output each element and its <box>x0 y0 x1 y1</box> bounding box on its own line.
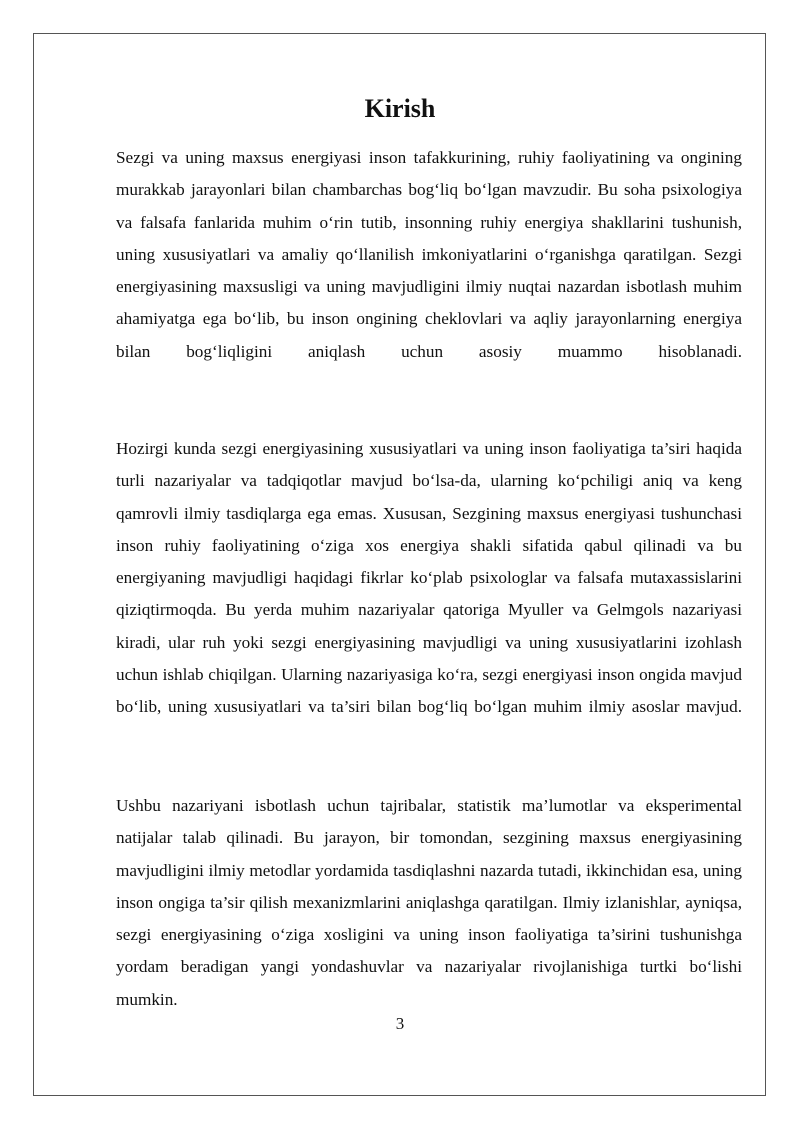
paragraph-proof: Ushbu nazariyani isbotlash uchun tajribalar, statistik ma’lumotlar va eksperimental natijalar talab qilinadi. Bu jarayon, bir tomondan, sezgining maxsus energiyasining mavjudligini ilmiy metodlar yordamida tasdiqlashni nazarda tutadi, ikkinchidan esa, uning inson ongiga ta’sir qilish mexanizmlarini aniqlashga qaratilgan. Ilmiy izlanishlar, ayniqsa, sezgi energiyasining o‘ziga xosligini va uning inson faoliyatiga ta’sirini tushunishga yordam beradigan yangi yondashuvlar va nazariyalar rivojlanishiga turtki bo‘lishi mumkin. <box>116 796 742 1009</box>
paragraph-intro: Sezgi va uning maxsus energiyasi inson tafakkurining, ruhiy faoliyatining va ongining murakkab jarayonlari bilan chambarchas bog‘liq bo‘lgan mavzudir. Bu soha psixologiya va falsafa fanlarida muhim o‘rin tutib, insonning ruhiy energiya shakllarini tushunish, uning xususiyatlari va amaliy qo‘llanilish imkoniyatlarini o‘rganishga qaratilgan. Sezgi energiyasining maxsusligi va uning mavjudligini ilmiy nuqtai nazardan isbotlash muhim ahamiyatga ega bo‘lib, bu inson ongining cheklovlari va aqliy jarayonlarning energiya bilan bog‘liqligini aniqlash uchun asosiy muammo hisoblanadi. <box>116 148 742 361</box>
paragraph-theories: Hozirgi kunda sezgi energiyasining xususiyatlari va uning inson faoliyatiga ta’siri haqida turli nazariyalar va tadqiqotlar mavjud bo‘lsa-da, ularning ko‘pchiligi aniq va keng qamrovli ilmiy tasdiqlarga ega emas. Xususan, Sezgining maxsus energiyasi tushunchasi inson ruhiy faoliyatining o‘ziga xos energiya shakli sifatida qabul qilinadi va bu energiyaning mavjudligi haqidagi fikrlar ko‘plab psixologlar va falsafa mutaxassislarini qiziqtirmoqda. Bu yerda muhim nazariyalar qatoriga Myuller va Gelmgols nazariyasi kiradi, ular ruh yoki sezgi energiyasining mavjudligi va uning xususiyatlarini izohlash uchun ishlab chiqilgan. Ularning nazariyasiga ko‘ra, sezgi energiyasi inson ongida mavjud bo‘lib, uning xususiyatlari va ta’siri bilan bog‘liq bo‘lgan muhim ilmiy asoslar mavjud. <box>116 439 742 717</box>
document-title: Kirish <box>364 94 436 124</box>
page-number: 3 <box>395 1014 405 1033</box>
